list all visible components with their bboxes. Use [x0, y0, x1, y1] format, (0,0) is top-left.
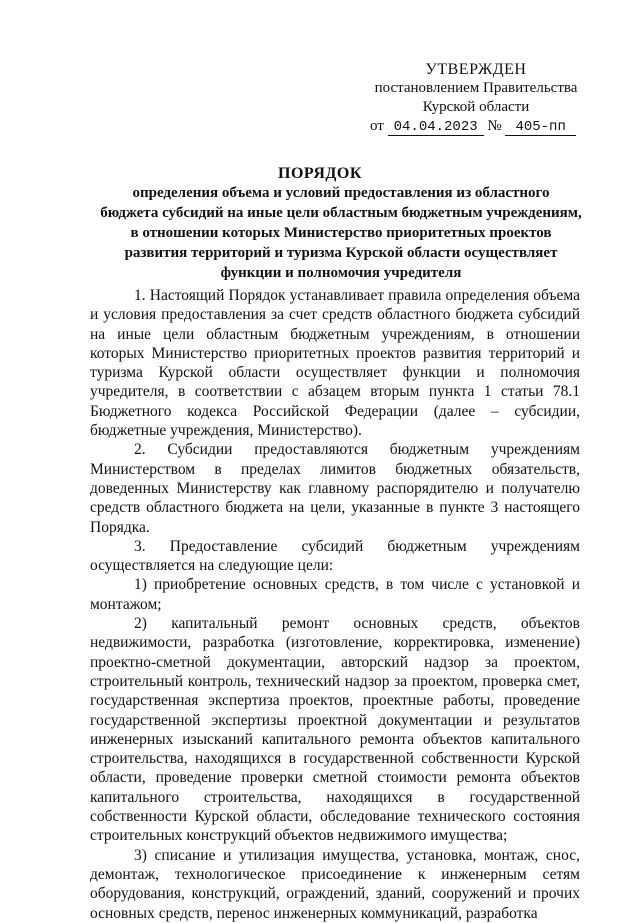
document-subtitle [96, 183, 586, 283]
paragraph-1: 1. Настоящий Порядок устанавливает правила определения объема и условия предоставления за счет средств областного бюджета субсидий на иные цели областным бюджетным учреждениям, в отношении которых Министерство приоритетных проектов развития территорий и туризма Курской области осуществляет функции и полномочия учредителя, в соответствии с абзацем вторым пункта 1 статьи 78.1 Бюджетного кодекса Российской Федерации (далее – субсидии, бюджетные учреждения, Министерство). [90, 287, 580, 440]
approval-number: 405-пп [505, 120, 575, 136]
approval-line-1: постановлением Правительства [374, 80, 578, 96]
paragraph-2: 2. Субсидии предоставляются бюджетным учреждениям Министерством в пределах лимитов бюджетных обязательств, доведенных Министерству как главному распорядителю и получателю средств областного бюджета на цели, указанные в пункте 3 настоящего Порядка. [90, 441, 580, 536]
list-item-3: 3) списание и утилизация имущества, установка, монтаж, снос, демонтаж, технологическое присоединение к инженерным сетям оборудования, конструкций, ограждений, зданий, сооружений и прочих основных средств, перенос инженерных коммуникаций, разработка [90, 846, 580, 922]
subtitle-line: определения объема и условий предоставления из областного [132, 185, 550, 201]
paragraph-3: 3. Предоставление субсидий бюджетным учреждениям осуществляется на следующие цели: [90, 537, 580, 575]
subtitle-line: в отношении которых Министерство приоритетных проектов [130, 225, 552, 241]
number-label: № [487, 118, 502, 134]
approval-date: 04.04.2023 [388, 120, 484, 136]
subtitle-line: функции и полномочия учредителя [220, 265, 462, 281]
document-body [90, 286, 580, 923]
approval-heading: УТВЕРЖДЕН [425, 61, 527, 78]
subtitle-line: развития территорий и туризма Курской области осуществляет [124, 245, 558, 261]
approval-line-2: Курской области [422, 99, 530, 115]
approval-stamp [366, 60, 586, 136]
list-item-2: 2) капитальный ремонт основных средств, объектов недвижимости, разработка (изготовление, корректировка, изменение) проектно-сметной документации, авторский надзор за проектом, строительный контроль, технический надзор за проектом, проверка смет, государственная экспертиза проектов, проектные работы, проведение государственной экспертизы проектной документации и результатов инженерных изысканий капитального ремонта объектов капитального строительства, находящихся в государственной собственности Курской области, проведение проверки сметной стоимости ремонта объектов капитального строительства, находящихся в государственной собственности Курской области, обследование технического состояния строительных конструкций объектов недвижимого имущества; [90, 615, 580, 845]
list-item-1: 1) приобретение основных средств, в том числе с установкой и монтажом; [90, 576, 580, 613]
subtitle-line: бюджета субсидий на иные цели областным бюджетным учреждениям, [100, 205, 582, 221]
document-title: ПОРЯДОК [278, 165, 362, 182]
from-label: от [370, 118, 384, 134]
approval-date-number-row [366, 117, 586, 136]
